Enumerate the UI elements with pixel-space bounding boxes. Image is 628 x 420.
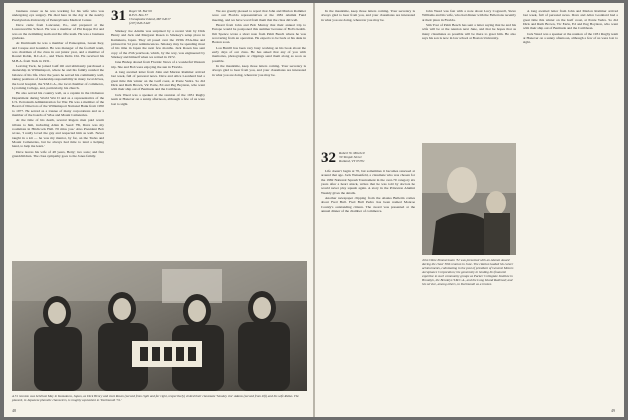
- left-page: [4, 3, 313, 417]
- class-number: 32: [321, 150, 336, 166]
- text-paragraph: In the meantime, keep those letters coming. Your secretary is always glad to hear from you, and your classmates are interested in what you are doing, wherever you may be.: [212, 64, 306, 77]
- text-paragraph: In the meantime, keep those letters coming. Your secretary is always glad to hear from you, and your classmates are interested in what you are doing, wherever you may be.: [321, 9, 415, 22]
- right-column-1-top: [321, 9, 415, 144]
- photo-image: [12, 261, 307, 391]
- text-paragraph: Dave leaves his wife of 48 years, Betty; two sons; and five grandchildren. The class sympathy goes to the Jones family.: [12, 149, 104, 158]
- text-paragraph: Jack Weed was a speaker at the reunion of the 1931 Rugby team at Hanover on a sunny afternoon, although a few of us were lost to sight.: [111, 92, 205, 106]
- text-paragraph: John Weed was fast with a note about Lucy Cogswell, Steve Williams and his wife, who had dinner with the Fullertons recently at their place in Florida.: [422, 9, 516, 22]
- class-31-header: [111, 9, 171, 25]
- photo-caption: John Ottoe Zimmermann '32 was presented with an Alumni Award during the class' 50th reunion in June. The citation lauded his career achievements, culminating in the post of president of General Motors Acceptance Corporation; his generosity in lending his financial expertise to such community groups as Packer Collegiate Institute in Brooklyn, the Brooklyn Y.M.C.A., and the Long Island Railroad; and his service, among others, to Dartmouth as a trustee.: [422, 258, 514, 286]
- text-paragraph: At Dartmouth he was a member of Palaeopitus, Green Key, and Casque and Gauntlet. He was manager of the football team, was chairman of the class in our junior year, and a member of Round Robin, D.C.A.C., and Theta Delta Chi. He received his M.B.A. from Tuck in 1931.: [12, 41, 104, 63]
- right-column-1: [321, 169, 415, 409]
- reunion-group-photo: [12, 261, 307, 391]
- text-paragraph: A long awaited letter from John and Marion Rommer arrived last week, full of personal news. Dave and Alice Leonhard had a great time this winter on the Gulf coast, at Ponte Vedra. So did Dick and Ruth Brown, Vic Earle, Ed and Pug Boynton, who went with their ship out of Bermuda and the Caribbean.: [523, 9, 618, 31]
- text-paragraph: Another newspaper clipping from the Alaska Bulletin comes about Fred Bull. Fred Bull Pedro has been named Monroe County's outstanding citizen. The award was presented at the annual dinner of the chamber of commerce.: [321, 196, 415, 214]
- text-paragraph: Dave came from Lancaster, Pa., and prepared at the Lawrenceville School. He was a member of Phi Kappa Psi and was on the swimming team and the rifle team. He was a business graduate.: [12, 23, 104, 41]
- text-paragraph: business career as he was working for his wife who was undergoing eye surgery. He died here in the day at the nearby Presbyterian-University of Pennsylvania Medical Center.: [12, 9, 104, 22]
- class-32-header: [321, 151, 365, 165]
- page-number: 48: [12, 408, 16, 413]
- text-paragraph: Heard from John and Bob Murray that their annual trip to Europe would be postponed this summer because of Bob's health. Jim Spence wrote a short note from Palm Beach where he was recovering from an operation. He expects to be back at his desk in Boston soon.: [212, 23, 306, 45]
- magazine-spread: [4, 3, 624, 417]
- text-paragraph: Lou Burrill has been very busy working on his book about the early days of our class. He has asked that any of you with memories, photographs or clippings send them along as soon as possible.: [212, 45, 306, 63]
- text-paragraph: Life doesn't begin at 70, but sometimes it becomes renewed at around that age. Jack Weisenfeld, a classmate who was chosen for the 1982 National Squash Tournament in the over-70 category six years after a heart attack, writes that he was told by doctors he would never play squash again. A story in the Princeton Alumni Weekly gives the details.: [321, 169, 415, 195]
- text-paragraph: A long awaited letter from John and Marion Rommer arrived last week, full of personal news. Dave and Alice Leonhard had a great time this winter on the Gulf coast, at Ponte Vedra. So did Dick and Ruth Brown, Vic Earle, Ed and Pug Boynton, who went with their ship out of Bermuda and the Caribbean.: [111, 70, 205, 92]
- photo-image: [422, 143, 516, 255]
- class-number: 31: [111, 8, 126, 24]
- photo-caption: A 31 reunion was held last May in Kamakura, Japan, as Dick Henry and Jack Rosen (second from right and far right, respectively) visited their classmate 'Smokey Joe' Adams (second from left) and his wife Ruiko. The placard, in Japanese phonetic characters, is roughly equivalent to 'Dartmouth '31.': [12, 394, 299, 402]
- text-paragraph: He also served his country well, as a captain in the Ordnance Department during World War II and as a representative of the U.S. Petroleum Administration for War. He was a member of the Board of Directors of the Williamsport National Bank from 1950 to 1977. He served as a trustee of many corporations and as a member of the boards of Wise and Mount Cemeteries.: [12, 91, 104, 117]
- secretary-address: Robert W. Mitchell 39 Temple Street Rutland, VT 05701: [339, 151, 365, 164]
- text-paragraph: We are greatly pleased to report that John and Marion Rommer were our Florida representatives at the 1981 Alumni Fund meeting, and we have word from them that the class did well.: [212, 9, 306, 22]
- right-column-2: [422, 9, 516, 137]
- text-paragraph: Sim Yost of Palm Beach has sent a letter saying that he and his wife will be at the reunion next June, and that he hopes that as many classmates as possible will be there to greet him. He also says his son is now in law school at Boston University.: [422, 23, 516, 41]
- text-paragraph: Smokey Joe Adams was surprised by a recent visit by Dick Henry and Jack and Margaret Rosen to Smokey's setup place in Kamakura, Japan. They all posed over the 1930s ZSA-like and pictured in 54 year reminiscences. Smokey may be spending most of his time in Japan the next few months. Jack Rosen has sent copy of the 25th yearbook, which, by the way, was engineered by Smokey and himself when we retired in 1972.: [111, 29, 205, 60]
- page-number: 49: [611, 408, 615, 413]
- zimmermann-portrait-photo: [422, 143, 516, 255]
- text-paragraph: Leaving Tuck, he joined Gulf Oil and ultimately purchased a dealership in Williamsport, where he and his family resided the balance of his life. Over the years he served his community well, taking positions of leadership responsibility in many local drives, the local hospital, the Y.M.C.A., the local chamber of commerce, Lycoming College, and, particularly, his church.: [12, 64, 104, 90]
- text-paragraph: At the time of his death, several Rogers men paid warm tribute to him, including Allen R. Seed: 'Hi, Dave was my roommate in Hitchcock Hall. I'll miss you.' Also President Bob wrote, 'I really loved the guy and respected him as well. Never taught in a kit — he was my mentor, by far, on the Tucks and Mount Cemeteries, but he always had time to lend a helping hand, to help me learn.': [12, 118, 104, 149]
- text-paragraph: Jack Weed was a speaker at the reunion of the 1931 Rugby team at Hanover on a sunny afternoon, although a few of us were lost to sight.: [523, 31, 618, 45]
- secretary-address: Roger M. Burrill R.F.D. Box 37 Chesapeake Island, ME 04017 (207) 846-3440: [129, 9, 171, 26]
- text-paragraph: Jane Bishop shared from Florida: News of a wonderful Western trip. She and Bob were enjoying the sun in Florida.: [111, 60, 205, 69]
- right-page: [315, 3, 624, 417]
- right-column-3: [523, 9, 618, 327]
